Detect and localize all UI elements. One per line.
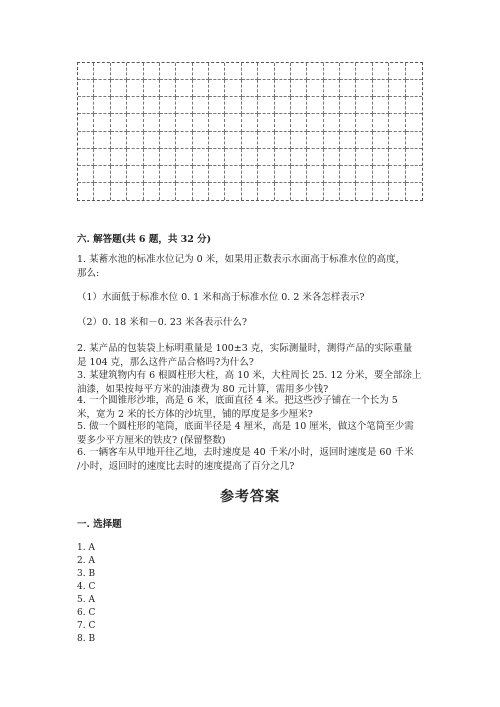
grid-cell: [340, 149, 356, 166]
grid-cell: [78, 114, 94, 131]
grid-cell: [78, 166, 94, 183]
grid-cell: [356, 166, 372, 183]
grid-cell: [209, 166, 225, 183]
grid-cell: [324, 63, 340, 80]
grid-cell: [144, 97, 160, 114]
grid-cell: [111, 97, 127, 114]
grid-cell: [176, 183, 192, 200]
grid-cell: [406, 132, 422, 149]
q2-line1: 2. 某产品的包装袋上标明重量是 100±3 克，实际测量时，测得产品的实际重量: [77, 343, 413, 354]
grid-cell: [160, 63, 176, 80]
writing-grid: [77, 62, 423, 201]
answer-item: 3. B: [77, 569, 96, 579]
grid-cell: [389, 63, 405, 80]
grid-cell: [225, 80, 241, 97]
grid-cell: [373, 166, 389, 183]
grid-cell: [307, 132, 323, 149]
grid-cell: [275, 114, 291, 131]
grid-cell: [78, 63, 94, 80]
grid-cell: [340, 80, 356, 97]
q1-sub1: （1）水面低于标准水位 0. 1 米和高于标准水位 0. 2 米各怎样表示?: [77, 292, 365, 303]
grid-cell: [160, 149, 176, 166]
answer-item: 2. A: [77, 556, 95, 566]
answer-item: 6. C: [77, 608, 96, 618]
grid-cell: [307, 80, 323, 97]
grid-cell: [324, 97, 340, 114]
question-3: [77, 369, 427, 397]
grid-cell: [307, 149, 323, 166]
grid-cell: [258, 114, 274, 131]
grid-cell: [225, 63, 241, 80]
grid-cell: [144, 166, 160, 183]
grid-cell: [225, 166, 241, 183]
grid-cell: [111, 149, 127, 166]
grid-cell: [275, 132, 291, 149]
grid-cell: [258, 63, 274, 80]
grid-cell: [209, 183, 225, 200]
question-2: [77, 342, 427, 370]
q5-line2: 要多少平方厘米的铁皮? (保留整数): [77, 435, 226, 446]
grid-cell: [258, 166, 274, 183]
grid-cell: [176, 132, 192, 149]
grid-cell: [209, 97, 225, 114]
grid-cell: [225, 183, 241, 200]
grid-cell: [209, 80, 225, 97]
answer-item: 4. C: [77, 582, 96, 592]
grid-cell: [324, 80, 340, 97]
grid-cell: [373, 80, 389, 97]
grid-cell: [193, 183, 209, 200]
grid-cell: [111, 132, 127, 149]
grid-cell: [389, 183, 405, 200]
grid-cell: [144, 132, 160, 149]
grid-cell: [78, 132, 94, 149]
grid-cell: [406, 80, 422, 97]
grid-cell: [176, 166, 192, 183]
grid-cell: [307, 63, 323, 80]
grid-cell: [389, 97, 405, 114]
grid-cell: [94, 149, 110, 166]
grid-cell: [144, 63, 160, 80]
grid-cell: [275, 149, 291, 166]
q3-line2: 油漆，如果按每平方米的油漆费为 80 元计算，需用多少钱?: [77, 384, 329, 395]
grid-cell: [291, 166, 307, 183]
grid-cell: [78, 97, 94, 114]
grid-cell: [193, 114, 209, 131]
grid-cell: [373, 132, 389, 149]
grid-cell: [275, 80, 291, 97]
grid-cell: [242, 149, 258, 166]
grid-cell: [291, 97, 307, 114]
question-5: [77, 420, 427, 448]
grid-cell: [389, 114, 405, 131]
grid-cell: [324, 183, 340, 200]
grid-cell: [307, 97, 323, 114]
q5-line1: 5. 做一个圆柱形的笔筒，底面半径是 4 厘米，高是 10 厘米，做这个笔筒至少需: [77, 421, 414, 432]
q3-line1: 3. 某建筑物内有 6 根圆柱形大柱，高 10 米，大柱周长 25. 12 分米，要全部涂上: [77, 370, 422, 381]
grid-cell: [340, 97, 356, 114]
grid-cell: [324, 166, 340, 183]
grid-cell: [406, 183, 422, 200]
grid-cell: [127, 183, 143, 200]
grid-cell: [193, 132, 209, 149]
answers-section-title: 一. 选择题: [77, 519, 122, 530]
grid-cell: [94, 183, 110, 200]
grid-cell: [406, 63, 422, 80]
grid-cell: [291, 149, 307, 166]
grid-cell: [291, 183, 307, 200]
grid-cell: [193, 97, 209, 114]
grid-cell: [193, 80, 209, 97]
grid-cell: [160, 132, 176, 149]
grid-cell: [209, 114, 225, 131]
grid-cell: [356, 63, 372, 80]
grid-cell: [144, 114, 160, 131]
grid-cell: [242, 183, 258, 200]
answer-item: 8. B: [77, 634, 96, 644]
grid-cell: [176, 114, 192, 131]
grid-cell: [225, 132, 241, 149]
grid-cell: [324, 149, 340, 166]
grid-cell: [127, 97, 143, 114]
grid-cell: [193, 63, 209, 80]
answer-list: [77, 542, 95, 646]
grid-cell: [242, 114, 258, 131]
q4-line1: 4. 一个圆锥形沙堆，高是 6 米，底面直径 4 米。把这些沙子铺在一个长为 5: [77, 395, 398, 406]
grid-cell: [111, 183, 127, 200]
grid-cell: [127, 166, 143, 183]
grid-cell: [242, 132, 258, 149]
grid-cell: [307, 166, 323, 183]
grid-cell: [307, 114, 323, 131]
grid-cell: [242, 166, 258, 183]
grid-cell: [356, 132, 372, 149]
grid-cell: [225, 149, 241, 166]
grid-cell: [373, 149, 389, 166]
answer-item: 7. C: [77, 621, 96, 631]
grid-cell: [389, 149, 405, 166]
q6-line2: /小时，返回时的速度比去时的速度提高了百分之几?: [77, 461, 295, 472]
grid-cell: [144, 80, 160, 97]
grid-cell: [258, 80, 274, 97]
grid-cell: [94, 132, 110, 149]
grid-cell: [275, 183, 291, 200]
grid-cell: [340, 166, 356, 183]
grid-cell: [176, 97, 192, 114]
grid-cell: [193, 149, 209, 166]
grid-cell: [356, 114, 372, 131]
section-6-title: 六. 解答题(共 6 题，共 32 分): [77, 234, 212, 245]
grid-cell: [94, 63, 110, 80]
grid-cell: [78, 80, 94, 97]
grid-cell: [111, 80, 127, 97]
grid-cell: [176, 80, 192, 97]
grid-cell: [94, 80, 110, 97]
grid-cell: [340, 63, 356, 80]
grid-cell: [144, 183, 160, 200]
grid-cell: [78, 183, 94, 200]
grid-cell: [209, 132, 225, 149]
grid-cell: [111, 114, 127, 131]
grid-cell: [127, 80, 143, 97]
q1-sub2: （2）0. 18 米和－0. 23 米各表示什么?: [77, 317, 248, 328]
grid-cell: [406, 97, 422, 114]
q1-line1: 1. 某蓄水池的标准水位记为 0 米，如果用正数表示水面高于标准水位的高度，: [77, 254, 406, 265]
q1-line2: 那么:: [77, 268, 100, 279]
grid-cell: [356, 149, 372, 166]
grid-cell: [291, 80, 307, 97]
grid-cell: [356, 80, 372, 97]
grid-cell: [291, 114, 307, 131]
grid-cell: [275, 97, 291, 114]
grid-cell: [225, 97, 241, 114]
q4-line2: 米，宽为 2 米的长方体的沙坑里，铺的厚度是多少厘米?: [77, 409, 313, 420]
grid-cell: [324, 132, 340, 149]
grid-cell: [160, 114, 176, 131]
grid-cell: [291, 63, 307, 80]
grid-cell: [160, 183, 176, 200]
grid-cell: [373, 63, 389, 80]
grid-cell: [406, 114, 422, 131]
grid-cell: [160, 80, 176, 97]
question-1: [77, 253, 427, 281]
grid-cell: [275, 166, 291, 183]
grid-cell: [291, 132, 307, 149]
grid-cell: [144, 149, 160, 166]
grid-cell: [356, 97, 372, 114]
grid-cell: [373, 114, 389, 131]
question-4: [77, 394, 427, 422]
grid-cell: [209, 63, 225, 80]
grid-cell: [94, 114, 110, 131]
grid-cell: [324, 114, 340, 131]
answers-title: 参考答案: [220, 489, 280, 505]
question-6: [77, 446, 427, 474]
grid-cell: [340, 114, 356, 131]
grid-cell: [160, 166, 176, 183]
grid-cell: [111, 63, 127, 80]
grid-cell: [389, 132, 405, 149]
q2-line2: 是 104 克，那么这件产品合格吗?为什么?: [77, 357, 254, 368]
grid-cell: [258, 149, 274, 166]
grid-cell: [242, 63, 258, 80]
grid-cell: [373, 183, 389, 200]
grid-cell: [389, 166, 405, 183]
grid-cell: [78, 149, 94, 166]
grid-cell: [389, 80, 405, 97]
grid-cell: [111, 166, 127, 183]
grid-cell: [242, 80, 258, 97]
grid-cell: [242, 97, 258, 114]
grid-cell: [176, 149, 192, 166]
grid-cell: [373, 97, 389, 114]
grid-cell: [307, 183, 323, 200]
grid-cell: [225, 114, 241, 131]
grid-cell: [94, 166, 110, 183]
grid-cell: [193, 166, 209, 183]
grid-cell: [340, 183, 356, 200]
grid-cell: [94, 97, 110, 114]
grid-cell: [127, 132, 143, 149]
grid-cell: [127, 63, 143, 80]
grid-cell: [258, 183, 274, 200]
answer-item: 1. A: [77, 543, 95, 553]
q6-line1: 6. 一辆客车从甲地开往乙地，去时速度是 40 千米/小时，返回时速度是 60 千米: [77, 447, 414, 458]
grid-cell: [406, 149, 422, 166]
grid-cell: [356, 183, 372, 200]
grid-cell: [406, 166, 422, 183]
grid-cell: [275, 63, 291, 80]
grid-cell: [176, 63, 192, 80]
grid-cell: [160, 97, 176, 114]
grid-cell: [127, 114, 143, 131]
grid-cell: [258, 132, 274, 149]
grid-cell: [209, 149, 225, 166]
answer-item: 5. A: [77, 595, 95, 605]
grid-cell: [340, 132, 356, 149]
grid-cell: [258, 97, 274, 114]
grid-cell: [127, 149, 143, 166]
